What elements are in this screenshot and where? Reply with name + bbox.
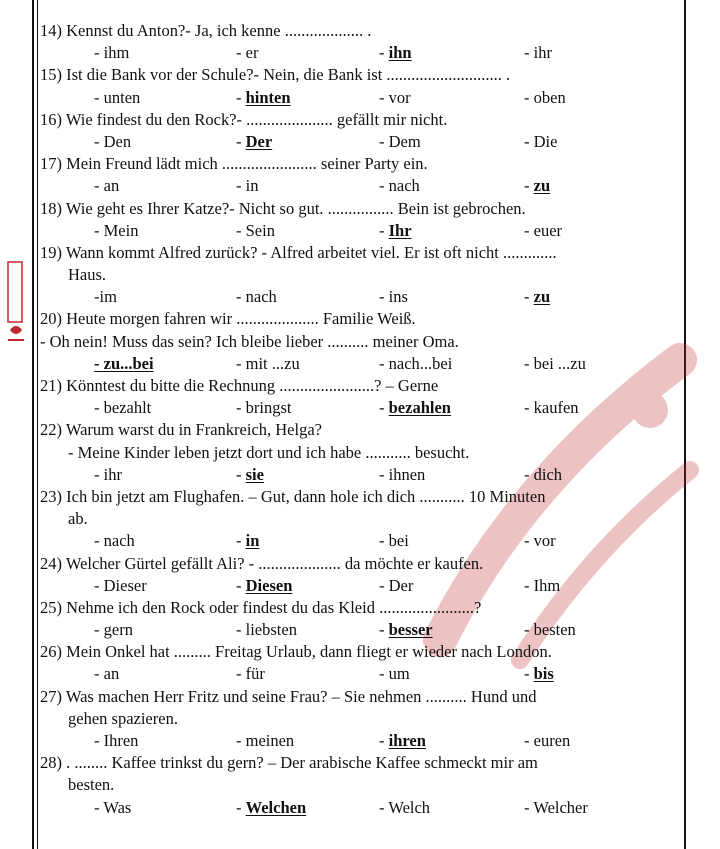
option-text: - ihm <box>94 43 130 63</box>
question-line <box>40 308 680 330</box>
answer-option-correct <box>236 530 259 552</box>
option-text: - bei <box>379 531 409 551</box>
answer-option-correct <box>524 175 550 197</box>
option-text: - Den <box>94 131 132 151</box>
option-text: - <box>379 43 389 63</box>
option-text: - oben <box>524 87 566 107</box>
answer-option <box>236 353 300 375</box>
option-text: - ihr <box>94 464 122 484</box>
option-text: - Welch <box>379 797 431 817</box>
option-text: - <box>236 797 246 817</box>
answer-options-row <box>40 286 680 308</box>
option-text: - euer <box>524 220 563 240</box>
answer-option <box>524 397 579 419</box>
answer-option <box>524 530 556 552</box>
option-text: - Sein <box>236 220 275 240</box>
correct-answer: Der <box>245 131 273 151</box>
question-text: 14) Kennst du Anton?- Ja, ich kenne ................... . <box>40 21 372 40</box>
option-text: - Welcher <box>524 797 588 817</box>
answer-option <box>236 286 277 308</box>
option-text: - Dem <box>379 131 421 151</box>
answer-option <box>236 175 258 197</box>
answer-options-row <box>40 730 680 752</box>
answer-options-row <box>40 353 680 375</box>
option-text: - <box>236 531 246 551</box>
question-line <box>40 198 680 220</box>
answer-option-correct <box>379 42 412 64</box>
correct-answer: Ihr <box>388 220 412 240</box>
question-line <box>40 20 680 42</box>
answer-option <box>379 87 411 109</box>
option-text: - an <box>94 176 120 196</box>
question-text: 26) Mein Onkel hat ......... Freitag Urlaub, dann fliegt er wieder nach London. <box>40 642 552 662</box>
option-text: - <box>236 464 246 484</box>
answer-option <box>236 619 297 641</box>
option-text: - an <box>94 664 120 684</box>
answer-option-correct <box>236 131 272 153</box>
answer-option <box>236 663 265 685</box>
question-text-continued: Haus. <box>68 265 107 285</box>
answer-option <box>524 797 588 819</box>
answer-option <box>94 397 151 419</box>
answer-option <box>524 730 570 752</box>
answer-option <box>379 131 421 153</box>
answer-option-correct <box>94 353 154 375</box>
option-text: - nach <box>94 531 135 551</box>
question-text: 27) Was machen Herr Fritz und seine Frau? – Sie nehmen .......... Hund und <box>40 686 537 706</box>
answer-option-correct <box>379 220 412 242</box>
answer-option <box>524 42 552 64</box>
answer-option <box>94 464 122 486</box>
answer-option <box>236 730 294 752</box>
question-text: 16) Wie findest du den Rock?- ..................... gefällt mir nicht. <box>40 109 448 129</box>
answer-options-row <box>40 42 680 64</box>
option-text: - <box>524 287 534 307</box>
question-line <box>40 264 680 286</box>
question-text: 20) Heute morgen fahren wir .................... Familie Weiß. <box>40 309 416 329</box>
option-text: - ihnen <box>379 464 426 484</box>
answer-option <box>379 353 452 375</box>
option-text: - dich <box>524 464 563 484</box>
option-text: - bezahlt <box>94 398 152 418</box>
question-text: 25) Nehme ich den Rock oder findest du das Kleid .......................? <box>40 597 482 617</box>
question-line <box>40 686 680 708</box>
option-text: - <box>524 664 534 684</box>
question-line <box>40 641 680 663</box>
correct-answer: hinten <box>245 87 291 107</box>
answer-option <box>379 530 409 552</box>
option-text: - <box>236 87 246 107</box>
question-text: 15) Ist die Bank vor der Schule?- Nein, die Bank ist ............................ . <box>40 65 511 85</box>
option-text: - gern <box>94 620 133 640</box>
left-margin-rule <box>32 0 34 849</box>
answer-option <box>379 797 430 819</box>
answer-option-correct <box>379 619 433 641</box>
question-line <box>40 419 680 441</box>
option-text: - kaufen <box>524 398 579 418</box>
option-text: - <box>379 398 389 418</box>
answer-option <box>94 220 138 242</box>
question-line <box>40 597 680 619</box>
option-text: - Ihren <box>94 731 139 750</box>
option-text: - unten <box>94 87 141 107</box>
answer-options-row <box>40 797 680 819</box>
question-line <box>40 508 680 530</box>
option-text: - besten <box>524 620 576 640</box>
question-line <box>40 331 680 353</box>
answer-option-correct <box>524 663 554 685</box>
answer-option <box>94 175 119 197</box>
option-text: - Dieser <box>94 575 147 595</box>
option-text: - ihr <box>524 43 552 63</box>
option-text: - Ihm <box>524 575 561 595</box>
publisher-logo-icon <box>2 260 30 350</box>
answer-options-row <box>40 397 680 419</box>
option-text: - nach <box>236 287 277 307</box>
answer-options-row <box>40 87 680 109</box>
correct-answer: in <box>245 531 260 551</box>
option-text: - ins <box>379 287 408 307</box>
answer-option-correct <box>236 575 292 597</box>
answer-options-row <box>40 175 680 197</box>
correct-answer: ihren <box>388 731 426 750</box>
answer-option <box>524 353 586 375</box>
answer-option <box>379 663 410 685</box>
answer-option <box>94 131 131 153</box>
option-text: - Was <box>94 797 132 817</box>
answer-option <box>94 619 133 641</box>
question-line <box>40 375 680 397</box>
answer-options-row <box>40 131 680 153</box>
question-text-continued: - Oh nein! Muss das sein? Ich bleibe lieber .......... meiner Oma. <box>40 331 459 351</box>
correct-answer: zu <box>533 287 551 307</box>
answer-option <box>94 575 147 597</box>
correct-answer: zu <box>533 176 551 196</box>
question-line <box>40 708 680 730</box>
option-text: - euren <box>524 731 571 750</box>
correct-answer: bezahlen <box>388 398 451 418</box>
question-text: 18) Wie geht es Ihrer Katze?- Nicht so gut. ................ Bein ist gebrochen. <box>40 198 526 218</box>
option-text: - <box>379 620 389 640</box>
question-text: 17) Mein Freund lädt mich ....................... seiner Party ein. <box>40 154 428 174</box>
option-text: - bei ...zu <box>524 353 586 373</box>
option-text: - bringst <box>236 398 292 418</box>
option-text: - <box>236 575 246 595</box>
question-text: 23) Ich bin jetzt am Flughafen. – Gut, dann hole ich dich ........... 10 Minuten <box>40 486 546 506</box>
right-margin-rule <box>684 0 686 849</box>
answer-option <box>524 87 566 109</box>
question-text-continued: besten. <box>68 775 115 795</box>
correct-answer: Diesen <box>245 575 293 595</box>
answer-options-row <box>40 663 680 685</box>
answer-options-row <box>40 619 680 641</box>
answer-option-correct <box>236 87 291 109</box>
option-text: - liebsten <box>236 620 297 640</box>
option-text: - er <box>236 43 259 63</box>
answer-option <box>94 87 140 109</box>
option-text: - Die <box>524 131 558 151</box>
correct-answer: sie <box>245 464 264 484</box>
question-line <box>40 553 680 575</box>
option-text: - vor <box>379 87 411 107</box>
question-text: 22) Warum warst du in Frankreich, Helga? <box>40 420 322 440</box>
question-text: 28) . ........ Kaffee trinkst du gern? – Der arabische Kaffee schmeckt mir am <box>40 753 538 773</box>
answer-option <box>94 530 135 552</box>
answer-options-row <box>40 575 680 597</box>
question-line <box>40 752 680 774</box>
correct-answer: besser <box>388 620 433 640</box>
option-text: - Mein <box>94 220 139 240</box>
correct-answer: Welchen <box>245 797 307 817</box>
option-text: - vor <box>524 531 556 551</box>
question-text-continued: ab. <box>68 509 88 529</box>
option-text: - meinen <box>236 731 295 750</box>
question-text-continued: - Meine Kinder leben jetzt dort und ich habe ........... besucht. <box>68 442 470 462</box>
question-line <box>40 153 680 175</box>
answer-option <box>524 575 560 597</box>
answer-option <box>94 663 119 685</box>
answer-options-row <box>40 530 680 552</box>
answer-option <box>379 175 420 197</box>
option-text: - in <box>236 176 259 196</box>
answer-option <box>524 619 576 641</box>
answer-option <box>94 797 131 819</box>
option-text: -im <box>94 287 117 307</box>
question-line <box>40 774 680 796</box>
answer-option <box>236 220 275 242</box>
question-list <box>40 20 680 819</box>
option-text: - <box>379 220 389 240</box>
question-text-continued: gehen spazieren. <box>68 708 178 728</box>
answer-option-correct <box>524 286 550 308</box>
answer-option <box>94 730 138 752</box>
option-text: - Der <box>379 575 414 595</box>
question-line <box>40 486 680 508</box>
question-line <box>40 242 680 264</box>
option-text: - <box>524 176 534 196</box>
correct-answer: ihn <box>388 43 412 63</box>
answer-option-correct <box>379 397 451 419</box>
answer-option <box>379 575 413 597</box>
question-line <box>40 64 680 86</box>
question-line <box>40 109 680 131</box>
question-text: 19) Wann kommt Alfred zurück? - Alfred arbeitet viel. Er ist oft nicht ............. <box>40 242 557 262</box>
answer-option-correct <box>236 464 264 486</box>
answer-option <box>379 464 425 486</box>
option-text: - um <box>379 664 410 684</box>
left-margin-rule-inner <box>37 0 38 849</box>
answer-options-row <box>40 220 680 242</box>
answer-option <box>524 131 557 153</box>
question-text: 21) Könntest du bitte die Rechnung .......................? – Gerne <box>40 376 439 395</box>
option-text: - <box>379 731 389 750</box>
option-text: - nach...bei <box>379 353 453 373</box>
option-text: - nach <box>379 176 420 196</box>
answer-option <box>94 286 117 308</box>
answer-option <box>524 220 562 242</box>
answer-options-row <box>40 464 680 486</box>
option-text: - für <box>236 664 265 684</box>
option-text: - mit ...zu <box>236 353 300 373</box>
question-line <box>40 442 680 464</box>
answer-option <box>379 286 408 308</box>
option-text: - <box>236 131 246 151</box>
answer-option <box>524 464 562 486</box>
answer-option <box>94 42 129 64</box>
answer-option-correct <box>379 730 426 752</box>
answer-option <box>236 397 291 419</box>
answer-option <box>236 42 258 64</box>
question-text: 24) Welcher Gürtel gefällt Ali? - .................... da möchte er kaufen. <box>40 553 484 573</box>
correct-answer: - zu...bei <box>94 353 154 373</box>
correct-answer: bis <box>533 664 554 684</box>
answer-option-correct <box>236 797 306 819</box>
